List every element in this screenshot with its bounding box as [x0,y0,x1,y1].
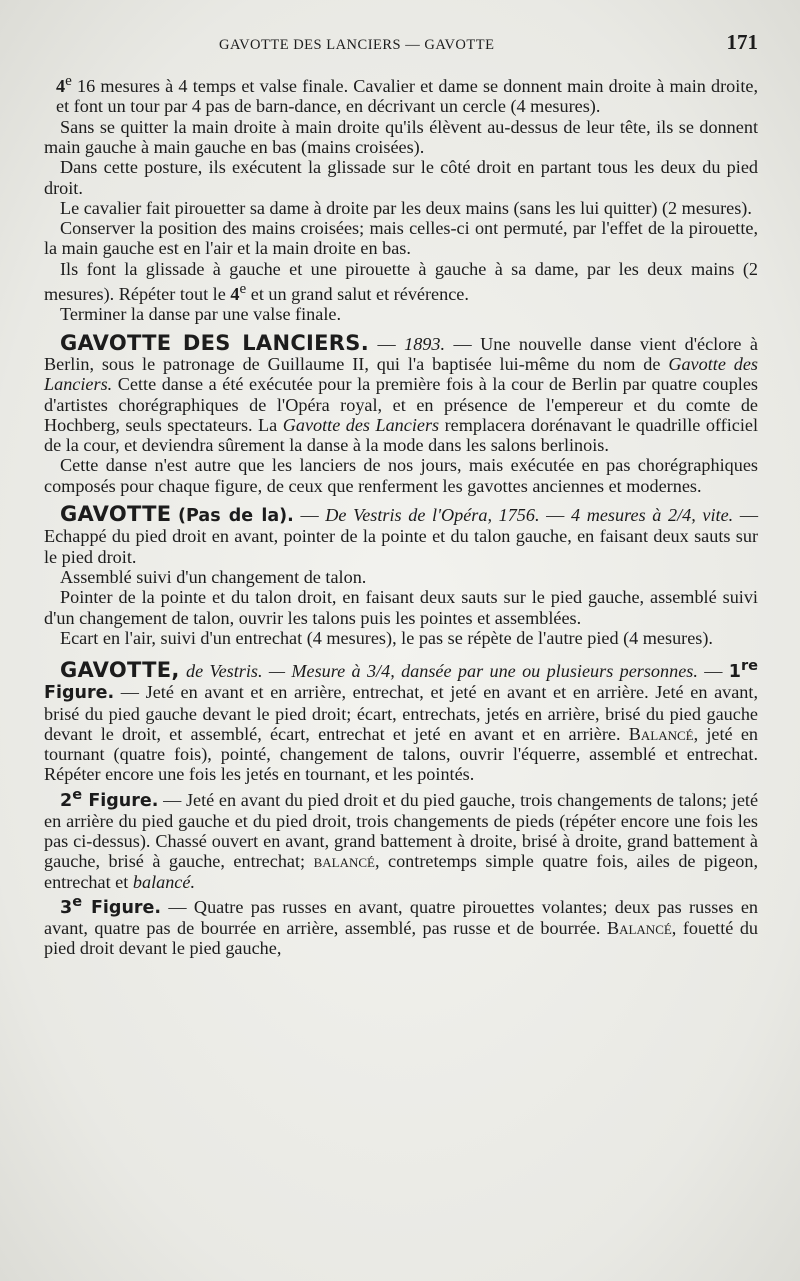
paragraph: Pointer de la pointe et du talon droit, en faisant deux sauts sur le pied gauche, assemblé suivi d'un changement de talon, ouvrir les talons puis les pointes et assemblées. [44,587,758,628]
figure-number: 4 [56,76,66,97]
figure-3-paragraph [44,892,758,959]
page-number: 171 [726,30,758,54]
section-tempo: 4 mesures à 2/4, vite. [571,505,734,526]
body-text [44,71,758,959]
paragraph [44,259,758,305]
paragraph: Terminer la danse par une valse finale. [60,304,342,325]
paragraph: Conserver la position des mains croisées; mais celles-ci ont permuté, par l'effet de la pirouette, la main gauche est en l'air et la main droite en bas. [44,218,758,259]
section-heading: GAVOTTE DES LANCIERS. [60,330,369,355]
section-heading: GAVOTTE [60,502,172,527]
dash: — [368,333,405,354]
section-heading: GAVOTTE, [60,657,180,682]
step-name: Balancé, [606,918,677,939]
paragraph-text: jeté en tournant (quatre fois), pointé, changement de talons, ouvrir l'équerre, assemblé et entrechat. Répéter encore une fois les jetés en tournant, et les pointés. [44,723,759,785]
paragraph-text: et un grand salut et révérence. [250,284,469,305]
dance-title: Gavotte des Lanciers. [44,353,758,395]
paragraph: Cette danse n'est autre que les lanciers de nos jours, mais exécutée en pas chorégraphiques composés pour chaque figure, de ceux que renferment les gavottes anciennes et modernes. [44,455,758,496]
paragraph-text: 16 mesures à 4 temps et valse finale. Cavalier et dame se donnent main droite à main droite, et font un tour par 4 pas de barn-dance, en décrivant un cercle (4 mesures). [56,76,758,117]
paragraph-text: Ils font la glissade à gauche et une pirouette à gauche à sa dame, par les deux mains (2 mesures). Répéter tout le [44,258,758,305]
intro-paragraph [44,71,758,117]
vestris-paragraph [44,656,758,785]
figure-label: 2e Figure. [60,785,159,811]
paragraph-text: — Quatre pas russes en avant, quatre pirouettes volantes; deux pas russes en avant, quatre pas de bourrée en arrière, assemblé, pas russe et de bourrée. [44,896,759,939]
figure-number-sup: e [239,280,247,298]
figure-number: 4 [230,284,240,305]
dash: — [293,505,326,526]
section-subheading: (Pas de la). [178,506,294,527]
paragraph: Ecart en l'air, suivi d'un entrechat (4 mesures), le pas se répète de l'autre pied (4 mesures). [60,627,713,648]
paragraph: Dans cette posture, ils exécutent la glissade sur le côté droit en partant tous les deux du pied droit. [44,157,758,198]
section-subtitle: de Vestris. — Mesure à 3/4, dansée par une ou plusieurs personnes. [185,660,698,681]
pas-section [44,504,758,648]
lanciers-paragraph [44,330,759,456]
section-year: 1893. [404,333,446,354]
dash: — [445,333,481,354]
figure-label: 1re Figure. [44,657,759,704]
paragraph-text: Cette danse a été exécutée pour la première fois à la cour de Berlin par quatre couples d'artistes chorégraphiques de l'Opéra royal, et en présence de l'empereur et du comte de Hochberg, seuls spectateurs. La [44,374,759,435]
paragraph-text: Une nouvelle danse vient d'éclore à Berlin, sous le patronage de Guillaume II, qui l'a baptisée lui-même du nom de [44,333,758,374]
dash: — [697,660,729,681]
step-name: balancé, [313,851,380,872]
dash: — [539,505,571,526]
paragraph: Sans se quitter la main droite à main droite qu'ils élèvent au-dessus de leur tête, ils se donnent main gauche à main gauche en bas (mains croisées). [44,116,758,157]
intro-section [44,71,758,325]
paragraph: Assemblé suivi d'un changement de talon. [60,566,367,587]
running-head [44,30,758,55]
paragraph-text: fouetté du pied droit devant le pied gauche, [44,918,759,959]
paragraph-text: — Jeté en avant et en arrière, entrechat, et jeté en avant et en arrière. Jeté en avant, brisé du pied gauche devant le pied droit; écart, entrechats, jetés en arrière, brisé du pied gauche devant le droit, et assemblé, écart, entrechat et jeté en avant et en arrière. [44,682,758,744]
paragraph-text: — Echappé du pied droit en avant, pointer de la pointe et du talon gauche, en faisant deux sauts sur le pied droit. [44,505,759,567]
running-title: GAVOTTE DES LANCIERS — GAVOTTE [219,37,495,53]
dance-title: Gavotte des Lanciers [282,414,440,435]
paragraph: Le cavalier fait pirouetter sa dame à droite par les deux mains (sans les lui quitter) (2 mesures). [60,197,752,218]
paragraph-text: contretemps simple quatre fois, ailes de pigeon, entrechat et [44,851,759,892]
pas-paragraph [44,504,758,567]
step-name: Balancé, [628,723,699,744]
figure-2-paragraph [44,785,758,892]
paragraph-text: — Jeté en avant du pied droit et du pied gauche, trois changements de talons; jeté en arrière du pied gauche et du pied droit, trois changements de pieds (répéter encore une fois les pas ci-dessus). Chassé ouvert en avant, grand battement à droite, brisé à droite, grand battement à gauche, brisé à gauche, entrechat; [44,789,759,872]
section-source: De Vestris de l'Opéra, 1756. [325,505,540,526]
figure-label: 3e Figure. [60,893,162,918]
vestris-section [44,656,758,959]
paragraph-text: remplacera dorénavant le quadrille officiel de la cour, et deviendra sûrement la danse à la mode dans les salons berlinois. [44,414,758,456]
figure-number-sup: e [65,72,72,89]
step-name: balancé. [132,871,195,892]
lanciers-section [44,330,759,496]
